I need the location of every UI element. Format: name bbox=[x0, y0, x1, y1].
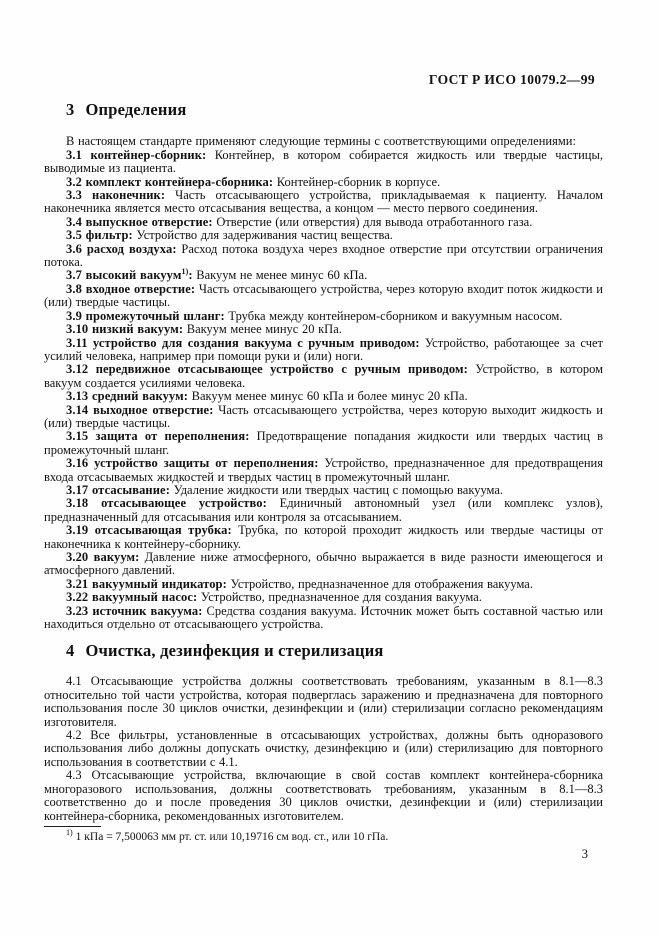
footnote-rule bbox=[44, 826, 101, 827]
definition-item-3.11: 3.11 устройство для создания вакуума с ручным приводом: Устройство, работающее за счет усилий человека, например при помощи руки и (или) ноги. bbox=[44, 335, 603, 363]
footnote-text bbox=[44, 830, 603, 844]
section-3-title-text: Определения bbox=[85, 100, 187, 120]
definition-item-3.7: 3.7 высокий вакуум$^{1)}$: Вакуум не менее минус 60 кПа. bbox=[66, 267, 368, 283]
clause-paragraph-4-2: 4.2 Все фильтры, установленные в отсасывающих устройствах, должны быть одноразового использования либо должны допускать очистку, дезинфекцию и (или) стерилизацию для повторного использования в соответствии с 4.1. bbox=[44, 728, 603, 769]
definition-item-3.3: 3.3 наконечник: Часть отсасывающего устройства, прикладываемая к пациенту. Началом наконечника является место отсасывания вещества, а концом — место первого соединения. bbox=[44, 188, 603, 216]
definition-item-3.17: 3.17 отсасывание: Удаление жидкости или твердых частиц с помощью вакуума. bbox=[66, 482, 504, 497]
definition-item-3.22: 3.22 вакуумный насос: Устройство, предназначенное для создания вакуума. bbox=[66, 590, 482, 605]
definition-item-3.23: 3.23 источник вакуума: Средства создания вакуума. Источник может быть составной частью или находиться отдельно от отсасывающего устройства. bbox=[44, 603, 603, 632]
definition-item-3.15: 3.15 защита от переполнения: Предотвращение попадания жидкости или твердых частиц в промежуточный шланг. bbox=[44, 429, 603, 457]
footnote bbox=[44, 826, 603, 844]
page-number: 3 bbox=[581, 847, 588, 861]
definition-item-3.1: 3.1 контейнер-сборник: Контейнер, в котором собирается жидкость или твердые частицы, выводимые из пациента. bbox=[44, 147, 603, 176]
clause-paragraph-4-1: 4.1 Отсасывающие устройства должны соответствовать требованиям, указанным в 8.1—8.3 относительно той части устройства, которая подверглась заражению и предназначена для повторного использования после 30 циклов очистки, дезинфекции и (или) стерилизации согласно рекомендациям изготовителя. bbox=[44, 674, 603, 729]
section-4-title-text: Очистка, дезинфекция и стерилизация bbox=[85, 641, 384, 661]
definition-item-3.12: 3.12 передвижное отсасывающее устройство с ручным приводом: Устройство, в котором вакуум создается усилиями человека. bbox=[44, 362, 603, 390]
definition-item-3.4: 3.4 выпускное отверстие: Отверстие (или отверстия) для вывода отработанного газа. bbox=[66, 214, 533, 229]
section-4-title bbox=[66, 642, 603, 660]
section-3-intro: В настоящем стандарте применяют следующие термины с соответствующими определениями: bbox=[66, 134, 576, 149]
document-header: ГОСТ Р ИСО 10079.2—99 bbox=[428, 72, 595, 87]
definition-item-3.8: 3.8 входное отверстие: Часть отсасывающего устройства, через которую входит поток жидкости и (или) твердые частицы. bbox=[44, 281, 603, 310]
definition-item-3.19: 3.19 отсасывающая трубка: Трубка, по которой проходит жидкость или твердые частицы от наконечника к контейнеру-сборнику. bbox=[44, 523, 603, 551]
definition-item-3.14: 3.14 выходное отверстие: Часть отсасывающего устройства, через которую выходит жидкость и (или) твердые частицы. bbox=[44, 402, 603, 430]
definition-item-3.6: 3.6 расход воздуха: Расход потока воздуха через входное отверстие при отсутствии ограничения потока. bbox=[44, 241, 603, 270]
definition-item-3.21: 3.21 вакуумный индикатор: Устройство, предназначенное для отображения вакуума. bbox=[66, 576, 533, 591]
definition-item-3.5: 3.5 фильтр: Устройство для задерживания частиц вещества. bbox=[66, 228, 393, 243]
definition-item-3.20: 3.20 вакуум: Давление ниже атмосферного, обычно выражается в виде разности имеющегося и атмосферного давлений. bbox=[44, 550, 603, 578]
clause-paragraph-4-3: 4.3 Отсасывающие устройства, включающие в свой состав комплект контейнера-сборника многоразового использования, должны соответствовать требованиям, указанным в 8.1—8.3 соответственно до и после проведения 30 циклов очистки, дезинфекции и (или) стерилизации контейнера-сборника, рекомендованных изготовителем. bbox=[44, 768, 603, 823]
definition-item-3.18: 3.18 отсасывающее устройство: Единичный автономный узел (или комплекс узлов), предназначенный для отсасывания или контроля за отсасыванием. bbox=[44, 496, 603, 524]
footnote-body: 1 кПа = 7,500063 мм рт. ст. или 10,19716 см вод. ст., или 10 гПа. bbox=[75, 831, 389, 843]
definition-item-3.9: 3.9 промежуточный шланг: Трубка между контейнером-сборником и вакуумным насосом. bbox=[66, 308, 563, 323]
definition-item-3.13: 3.13 средний вакуум: Вакуум менее минус 60 кПа и более минус 20 кПа. bbox=[66, 389, 468, 404]
section-4-number: 4 bbox=[66, 641, 75, 661]
section-4-paragraphs bbox=[44, 675, 603, 822]
definitions-list bbox=[44, 149, 603, 632]
footnote-marker: 1) bbox=[66, 828, 73, 838]
definition-item-3.2: 3.2 комплект контейнера-сборника: Контейнер-сборник в корпусе. bbox=[66, 174, 441, 189]
section-3-title bbox=[66, 101, 603, 119]
section-3-number: 3 bbox=[66, 100, 75, 120]
definition-item-3.10: 3.10 низкий вакуум: Вакуум менее минус 20 кПа. bbox=[66, 322, 342, 337]
definition-item-3.16: 3.16 устройство защиты от переполнения: Устройство, предназначенное для предотвращения входа отсасываемых жидкостей и твердых частиц в промежуточный шланг. bbox=[44, 456, 603, 484]
footnote-reference: 1) bbox=[181, 267, 189, 277]
